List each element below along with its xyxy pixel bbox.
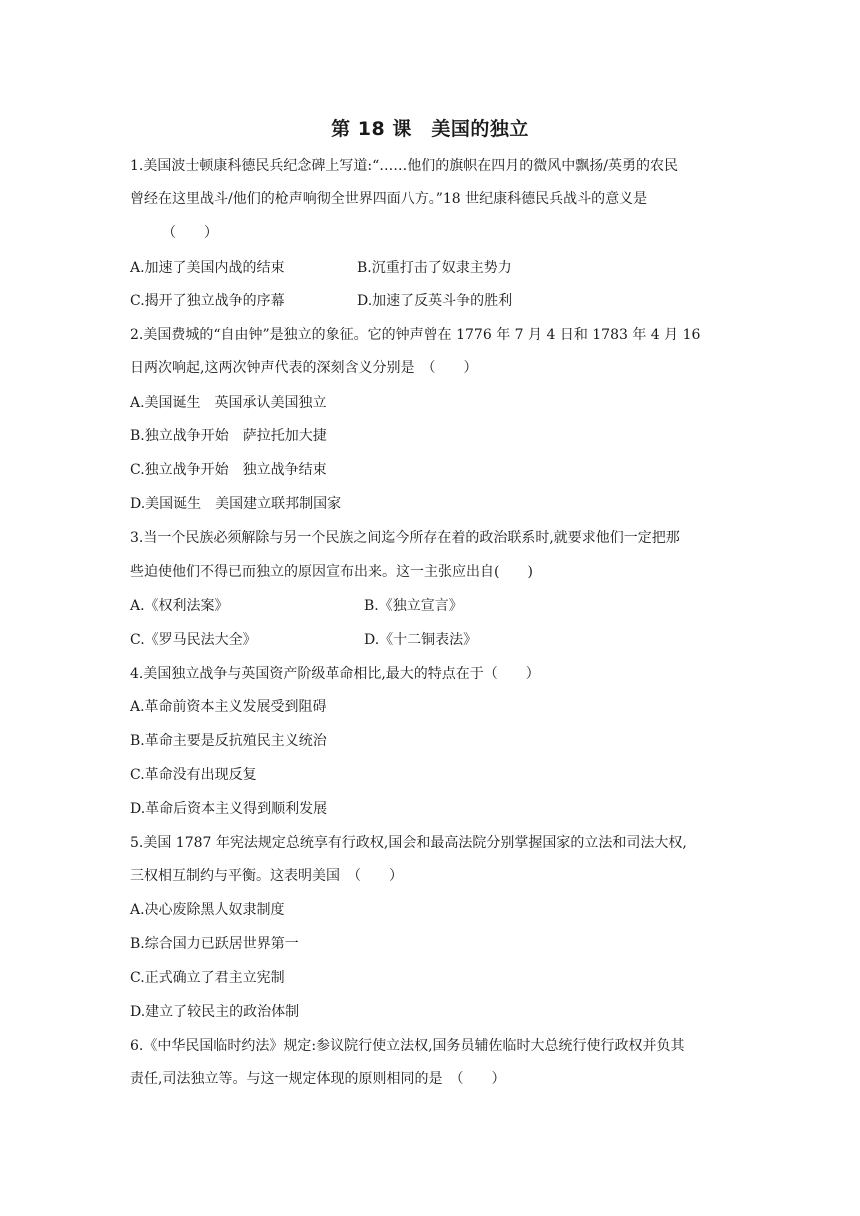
option-b: B.综合国力已跃居世界第一: [130, 936, 299, 952]
question-text-line: 三权相互制约与平衡。这表明美国 （ ）: [130, 868, 403, 884]
option-a: A.《权利法案》: [130, 598, 229, 614]
option-b: B.革命主要是反抗殖民主义统治: [130, 733, 327, 749]
option-d: D.加速了反英斗争的胜利: [357, 293, 513, 309]
option-c: C.独立战争开始 独立战争结束: [130, 462, 327, 478]
question-text-line: 5.美国 1787 年宪法规定总统享有行政权,国会和最高法院分别掌握国家的立法和司法大权,: [130, 835, 687, 851]
option-c: C.革命没有出现反复: [130, 767, 257, 783]
option-d: D.革命后资本主义得到顺利发展: [130, 801, 328, 817]
option-d: D.《十二铜表法》: [364, 632, 478, 648]
option-a: A.美国诞生 英国承认美国独立: [130, 395, 327, 411]
option-a: A.加速了美国内战的结束: [130, 260, 285, 276]
option-c: C.揭开了独立战争的序幕: [130, 293, 285, 309]
question-text-line: 4.美国独立战争与英国资产阶级革命相比,最大的特点在于（ ）: [130, 666, 540, 682]
question-text-line: 日两次响起,这两次钟声代表的深刻含义分别是 （ ）: [130, 360, 478, 376]
question-text-line: 6.《中华民国临时约法》规定:参议院行使立法权,国务员辅佐临时大总统行使行政权并负其: [130, 1038, 685, 1054]
option-b: B.沉重打击了奴隶主势力: [357, 260, 512, 276]
question-text-line: 1.美国波士顿康科德民兵纪念碑上写道:“……他们的旗帜在四月的微风中飘扬/英勇的农民: [130, 158, 678, 174]
question-text-line: 3.当一个民族必须解除与另一个民族之间迄今所存在着的政治联系时,就要求他们一定把那: [130, 530, 680, 546]
option-a: A.决心废除黑人奴隶制度: [130, 902, 285, 918]
option-b: B.独立战争开始 萨拉托加大捷: [130, 428, 327, 444]
lesson-title: 第 18 课 美国的独立: [331, 118, 529, 140]
option-d: D.建立了较民主的政治体制: [130, 1004, 300, 1020]
option-a: A.革命前资本主义发展受到阻碍: [130, 699, 327, 715]
answer-bracket: （ ）: [162, 225, 218, 241]
question-text-line: 些迫使他们不得已而独立的原因宣布出来。这一主张应出自( ): [130, 564, 533, 580]
question-text-line: 责任,司法独立等。与这一规定体现的原则相同的是 （ ）: [130, 1071, 506, 1087]
option-b: B.《独立宣言》: [364, 598, 463, 614]
option-d: D.美国诞生 美国建立联邦制国家: [130, 496, 342, 512]
option-c: C.《罗马民法大全》: [130, 632, 257, 648]
option-c: C.正式确立了君主立宪制: [130, 970, 285, 986]
question-text-line: 2.美国费城的“自由钟”是独立的象征。它的钟声曾在 1776 年 7 月 4 日和 1783 年 4 月 16: [130, 327, 701, 343]
question-text-line: 曾经在这里战斗/他们的枪声响彻全世界四面八方。”18 世纪康科德民兵战斗的意义是: [130, 191, 648, 207]
